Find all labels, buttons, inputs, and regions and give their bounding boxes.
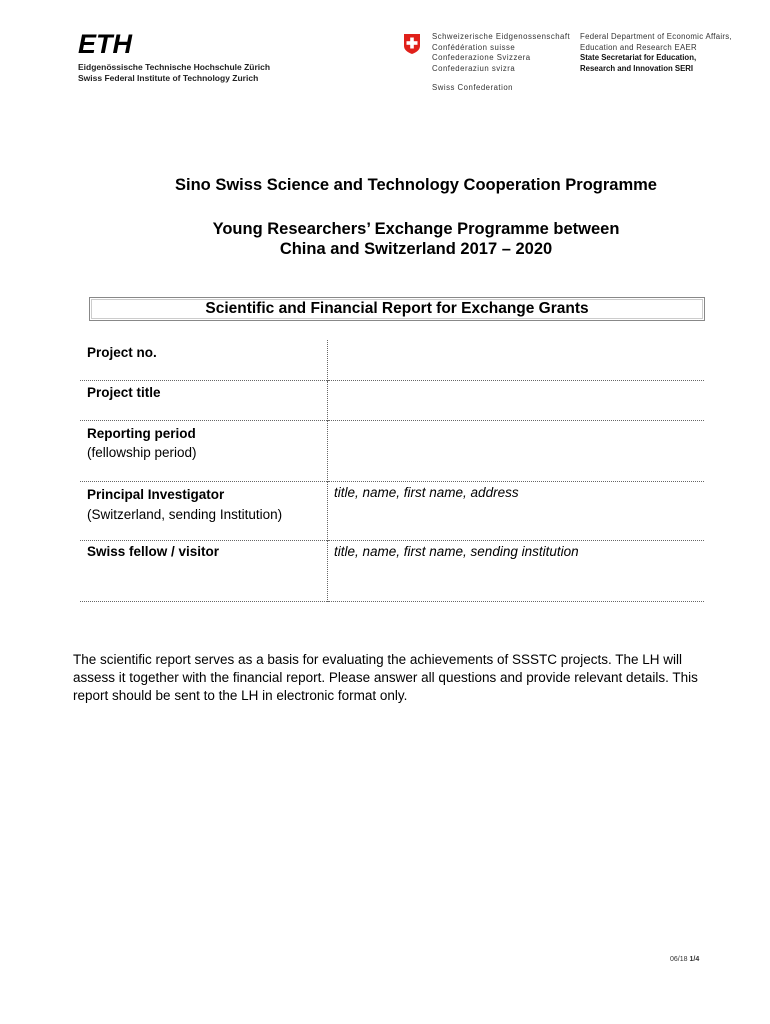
page-number: 1/4 — [689, 956, 700, 963]
table-row — [80, 340, 704, 380]
eth-logo — [78, 30, 140, 56]
confed-name-de: Schweizerische Eidgenossenschaft — [432, 32, 571, 41]
dept-line-1: Federal Department of Economic Affairs, — [580, 32, 732, 41]
programme-title: Sino Swiss Science and Technology Cooperation Programme — [175, 176, 657, 194]
pi-label: Principal Investigator — [87, 486, 225, 502]
dept-line-2: Education and Research EAER — [580, 42, 697, 52]
confed-name-fr: Confédération suisse — [432, 42, 516, 52]
project-no-label: Project no. — [87, 345, 157, 360]
confederation-names — [432, 32, 570, 74]
table-row — [80, 380, 704, 420]
swiss-flag-icon — [402, 34, 422, 54]
fellow-field[interactable] — [328, 540, 705, 601]
pi-field[interactable] — [328, 481, 705, 540]
table-row — [80, 420, 704, 481]
confed-name-it: Confederazione Svizzera — [432, 53, 531, 62]
pi-placeholder: title, name, first name, address — [334, 484, 519, 500]
project-title-label: Project title — [87, 384, 161, 400]
reporting-period-note: (fellowship period) — [87, 444, 197, 460]
programme-subtitle-line-1: Young Researchers’ Exchange Programme between — [212, 220, 620, 238]
fellow-label: Swiss fellow / visitor — [87, 543, 220, 559]
footer-date: 06/18 — [670, 956, 688, 963]
label-cell — [80, 340, 328, 380]
report-title-box — [89, 297, 705, 321]
fellow-placeholder: title, name, first name, sending institution — [334, 543, 579, 559]
dept-line-3: State Secretariat for Education, — [580, 53, 697, 62]
eth-institution-name — [78, 62, 270, 84]
pi-note: (Switzerland, sending Institution) — [87, 506, 283, 522]
reporting-period-label: Reporting period — [87, 425, 196, 441]
label-cell — [80, 380, 328, 420]
label-cell — [80, 481, 328, 540]
eth-name-en: Swiss Federal Institute of Technology Zurich — [78, 73, 259, 83]
intro-paragraph: The scientific report serves as a basis for evaluating the achievements of SSSTC projects. The LH will assess it together with the financial report. Please answer all questions and provide relevant details. This report should be sent to the LH in electronic format only. — [73, 652, 698, 703]
report-title: Scientific and Financial Report for Exchange Grants — [205, 300, 589, 317]
confed-name-rm: Confederaziun svizra — [432, 63, 516, 73]
department-block — [580, 32, 732, 74]
project-info-table — [80, 340, 704, 602]
label-cell — [80, 540, 328, 601]
label-cell — [80, 420, 328, 481]
project-title-field[interactable] — [328, 380, 705, 420]
reporting-period-field[interactable] — [328, 420, 705, 481]
page-footer — [670, 956, 699, 963]
table-row — [80, 481, 704, 540]
dept-line-4: Research and Innovation SERI — [580, 63, 694, 73]
programme-subtitle — [0, 219, 770, 259]
eth-logo-text: ETH — [78, 30, 132, 56]
eth-name-de: Eidgenössische Technische Hochschule Zürich — [78, 62, 271, 72]
project-no-field[interactable] — [328, 340, 705, 380]
confederation-en: Swiss Confederation — [432, 83, 514, 92]
programme-subtitle-line-2: China and Switzerland 2017 – 2020 — [279, 240, 553, 258]
table-row — [80, 540, 704, 601]
